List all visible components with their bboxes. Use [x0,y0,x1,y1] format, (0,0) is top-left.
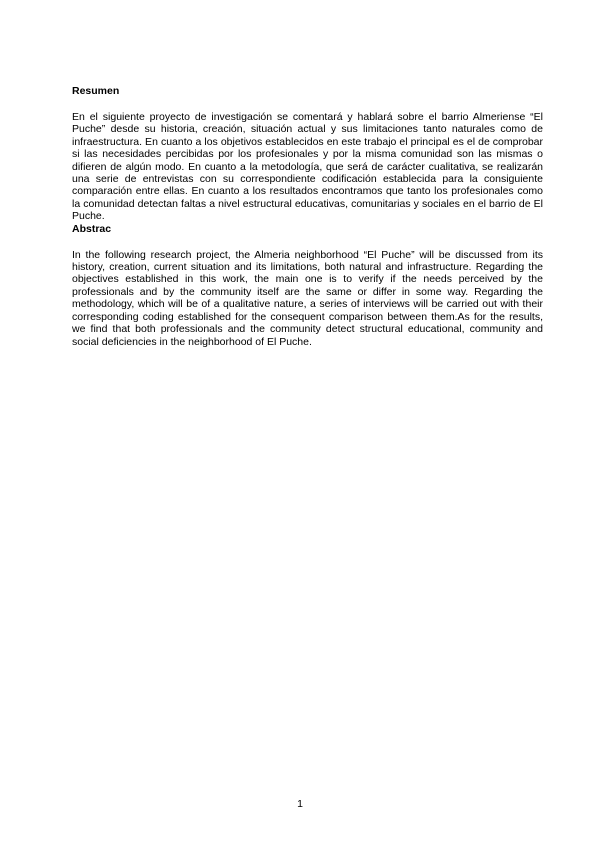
abstract-heading: Abstrac [72,222,112,235]
page-content [72,85,543,348]
abstract-paragraph: In the following research project, the Almeria neighborhood “El Puche” will be discussed from its history, creation, current situation and its limitations, both natural and infrastructure. Regarding the objectives established in this work, the main one is to verify if the needs perceived by the professionals and by the community itself are the same or differ in some way. Regarding the methodology, which will be of a qualitative nature, a series of interviews will be carried out with their corresponding coding established for the consequent comparison between them.As for the results, we find that both professionals and the community detect structural educational, community and social deficiencies in the neighborhood of El Puche. [72,248,543,348]
page-number: 1 [297,798,303,810]
resumen-paragraph: En el siguiente proyecto de investigación se comentará y hablará sobre el barrio Almeriense “El Puche” desde su historia, creación, situación actual y sus limitaciones tanto naturales como de infraestructura. En cuanto a los objetivos establecidos en este trabajo el principal es el de comprobar si las necesidades percibidas por los profesionales y por la misma comunidad son las mismas o difieren de algún modo. En cuanto a la metodología, que será de carácter cualitativa, se realizarán una serie de entrevistas con su correspondiente codificación establecida para la consiguiente comparación entre ellas. En cuanto a los resultados encontramos que tanto los profesionales como la comunidad detectan faltas a nivel estructural educativas, comunitarias y sociales en el barrio de El Puche. [72,111,543,223]
resumen-heading: Resumen [72,85,120,97]
